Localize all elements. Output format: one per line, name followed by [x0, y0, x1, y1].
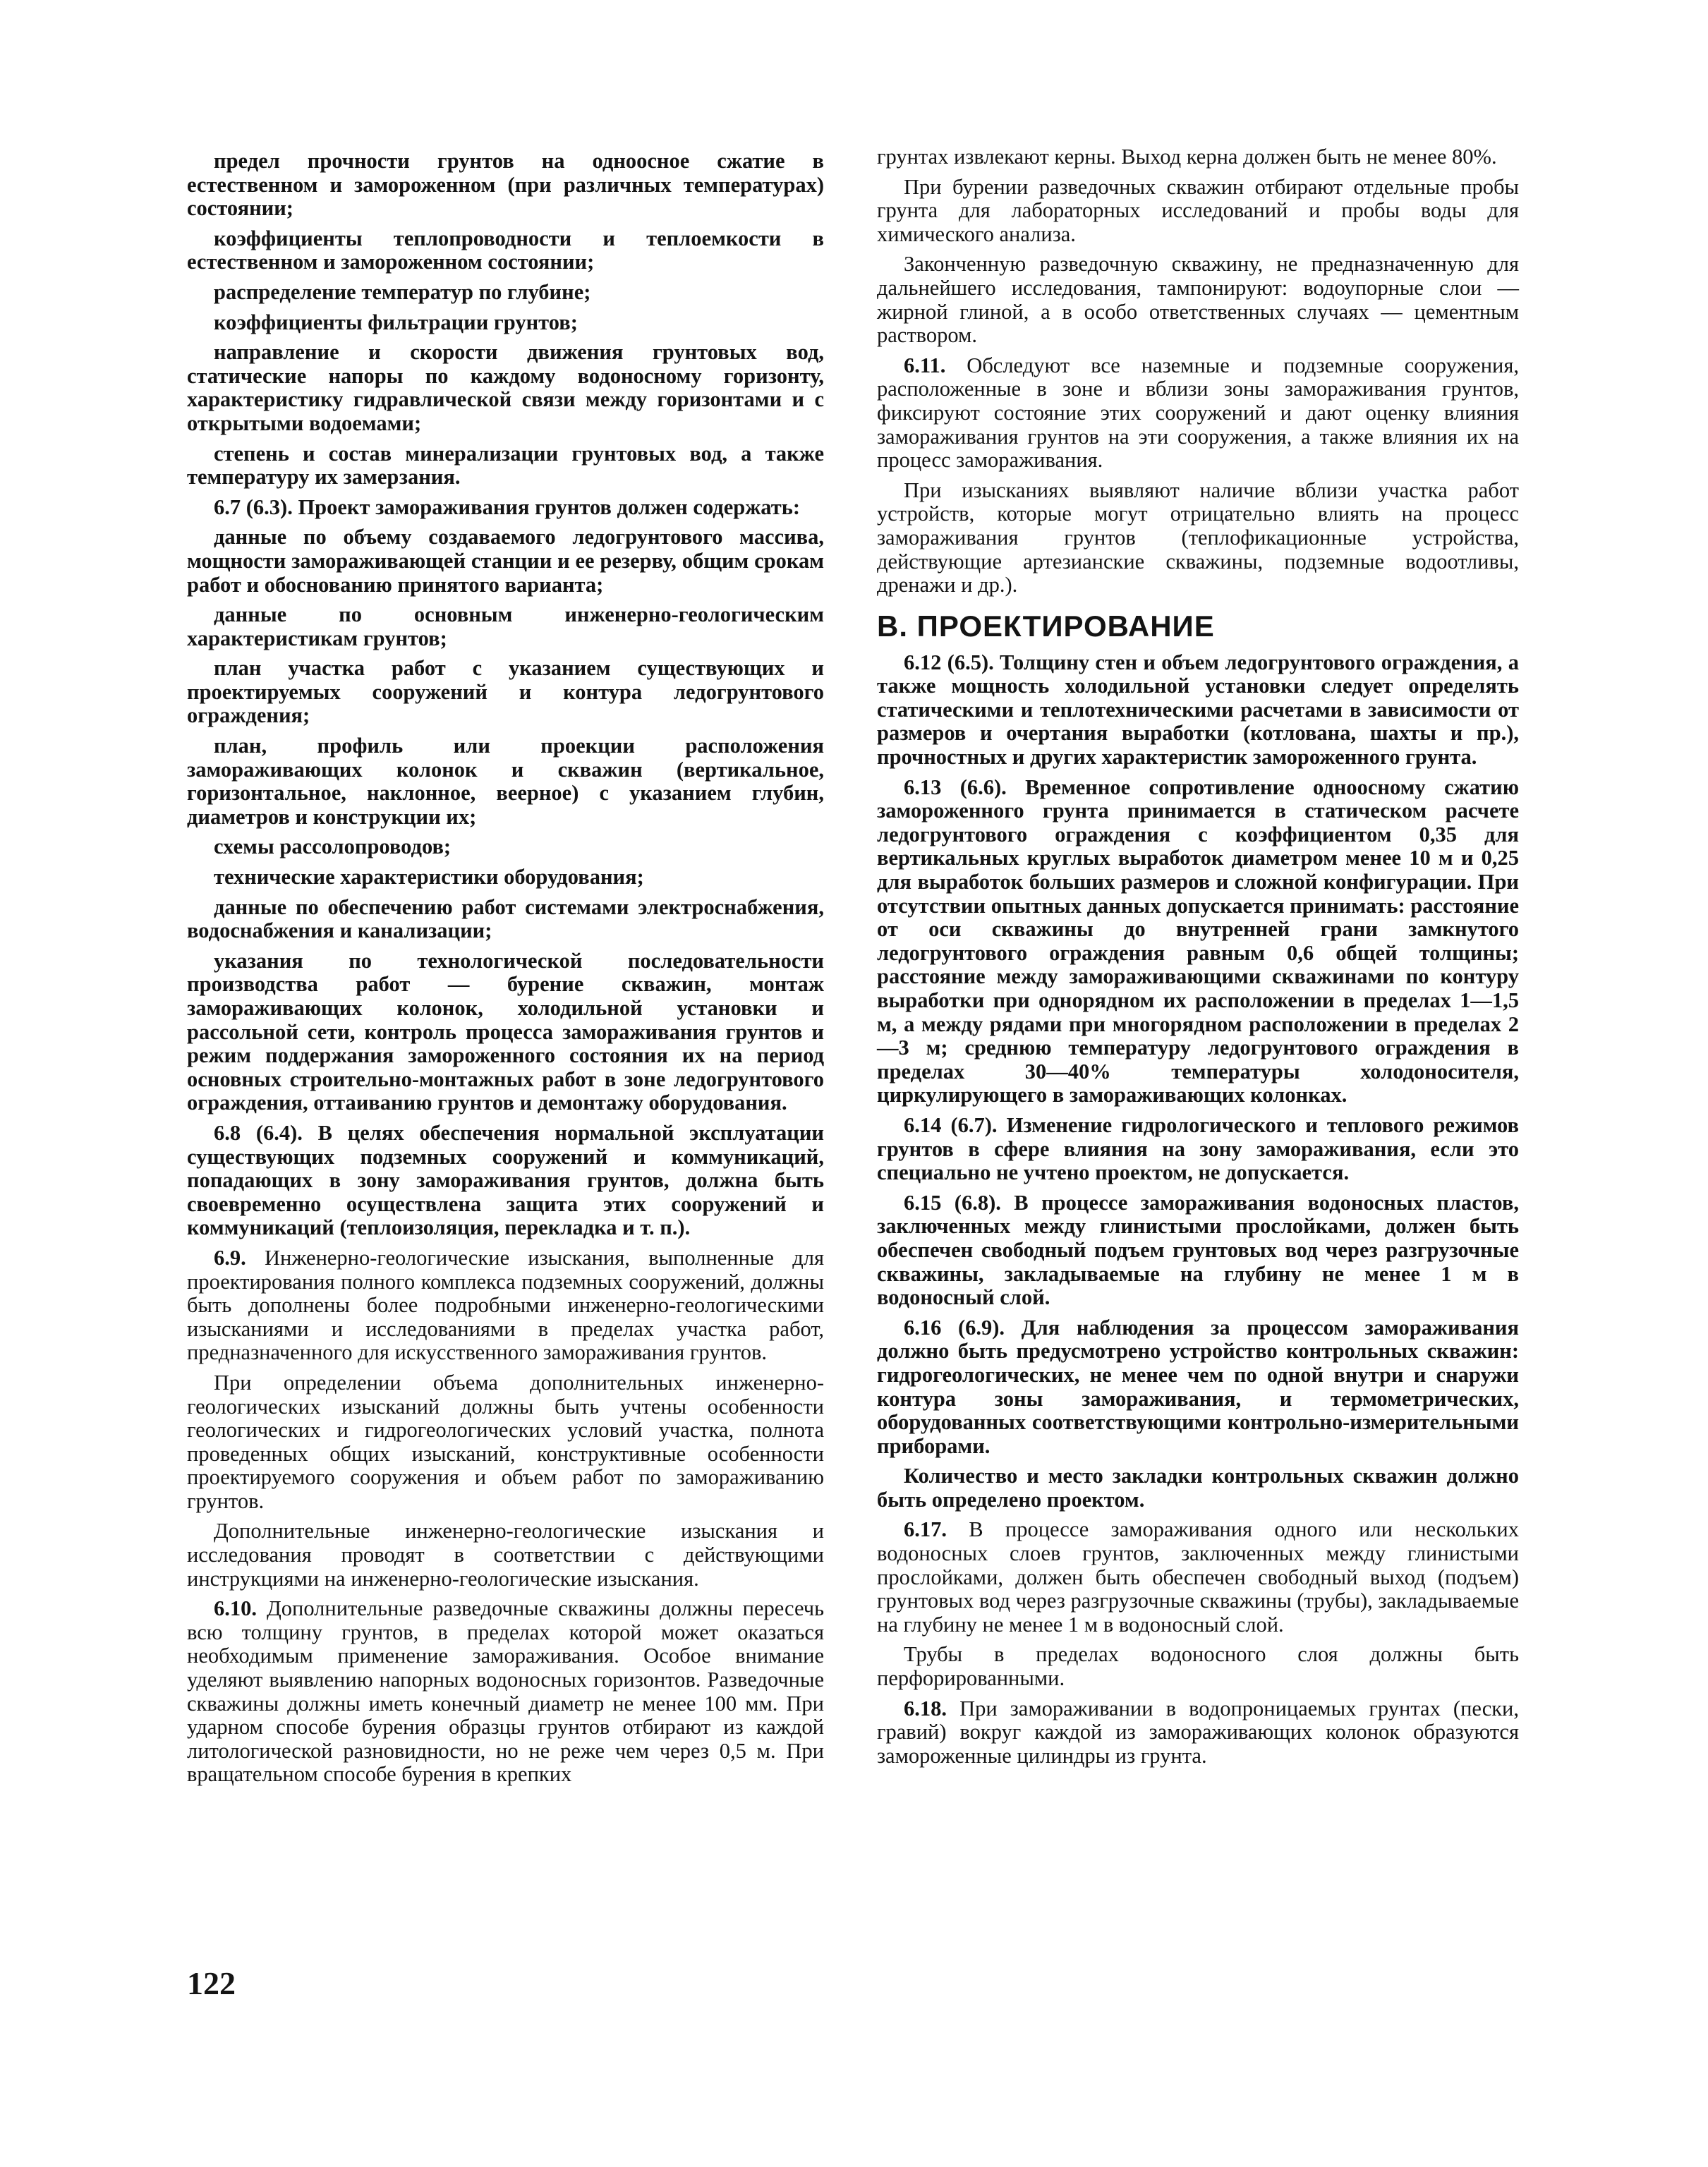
paragraph: [877, 1697, 1519, 1768]
left-column: [187, 150, 824, 1793]
paragraph: грунтах извлекают керны. Выход керна должен быть не менее 80%.: [877, 145, 1497, 169]
paragraph: данные по объему создаваемого ледогрунтового массива, мощности замораживающей станции и ее резерву, общим срокам работ и обоснованию принятого варианта;: [187, 525, 824, 597]
clause-text: Инженерно-геологические изыскания, выполненные для проектирования полного комплекса подземных сооружений, должны быть дополнены более подробными инженерно-геологическими изысканиями и исследованиями в пределах участка работ, предназначенного для искусственного замораживания грунтов.: [187, 1245, 824, 1365]
paragraph: [877, 1518, 1519, 1637]
paragraph: данные по основным инженерно-геологическим характеристикам грунтов;: [187, 602, 824, 650]
section-heading: В. ПРОЕКТИРОВАНИЕ: [877, 609, 1215, 643]
paragraph: данные по обеспечению работ системами электроснабжения, водоснабжения и канализации;: [187, 894, 824, 943]
paragraph: указания по технологической последовательности производства работ — бурение скважин, монтаж замораживающих колонок, холодильной установки и рассольной сети, контроль процесса замораживания грунтов и режим поддержания замороженного состояния их на период основных строительно-монтажных работ в зоне ледогрунтового ограждения, оттаиванию грунтов и демонтажу оборудования.: [187, 948, 824, 1115]
paragraph: 6.14 (6.7). Изменение гидрологического и теплового режимов грунтов в сфере влияния на зону замораживания, если это специально не учтено проектом, не допускается.: [877, 1112, 1519, 1185]
paragraph: план участка работ с указанием существующих и проектируемых сооружений и контура ледогрунтового ограждения;: [187, 656, 824, 728]
paragraph: направление и скорости движения грунтовых вод, статические напоры по каждому водоносному горизонту, характеристику гидравлической связи между горизонтами и с открытыми водоемами;: [187, 340, 824, 435]
paragraph: 6.16 (6.9). Для наблюдения за процессом замораживания должно быть предусмотрено устройство контрольных скважин: гидрогеологических, не менее чем по одной внутри и снаружи контура зоны замораживания, и термометрических, оборудованных соответствующими контрольно-измерительными приборами.: [877, 1315, 1519, 1458]
paragraph: 6.15 (6.8). В процессе замораживания водоносных пластов, заключенных между глинистыми прослойками, должен быть обеспечен свободный подъем грунтовых вод через разгрузочные скважины, закладываемые на глубину не менее 1 м в водоносный слой.: [877, 1190, 1519, 1310]
clause-number: 6.17.: [904, 1517, 947, 1542]
paragraph: [187, 1246, 824, 1365]
page-number: 122: [187, 1965, 236, 2001]
right-column: [877, 145, 1519, 1774]
paragraph: [877, 354, 1519, 473]
paragraph: При бурении разведочных скважин отбирают отдельные пробы грунта для лабораторных исследований и пробы воды для химического анализа.: [877, 174, 1519, 246]
clause-number: 6.18.: [904, 1696, 947, 1720]
paragraph: технические характеристики оборудования;: [214, 865, 644, 890]
paragraph: предел прочности грунтов на одноосное сжатие в естественном и замороженном (при различных температурах) состоянии;: [187, 149, 824, 221]
paragraph: план, профиль или проекции расположения замораживающих колонок и скважин (вертикальное, горизонтальное, наклонное, веерное) с указанием глубин, диаметров и конструкции их;: [187, 734, 824, 829]
paragraph: При определении объема дополнительных инженерно-геологических изысканий должны быть учтены особенности геологических и гидрогеологических условий участка, полнота проведенных общих изысканий, конструктивные особенности проектируемого сооружения и объем работ по замораживанию грунтов.: [187, 1370, 824, 1513]
clause-number: 6.9.: [214, 1245, 246, 1270]
paragraph: При изысканиях выявляют наличие вблизи участка работ устройств, которые могут отрицательно влиять на процесс замораживания грунтов (теплофикационные устройства, действующие артезианские скважины, подземные водоотливы, дренажи и др.).: [877, 478, 1519, 597]
clause-number: 6.10.: [214, 1596, 257, 1621]
paragraph: 6.13 (6.6). Временное сопротивление одноосному сжатию замороженного грунта принимается в статическом расчете ледогрунтового ограждения с коэффициентом 0,35 для вертикальных круглых выработок диаметром менее 10 м и 0,25 для выработок больших размеров и сложной конфигурации. При отсутствии опытных данных допускается принимать: расстояние от оси скважины до внутренней грани замкнутого ледогрунтового ограждения равным 0,6 общей толщины; расстояние между замораживающими скважинами по контуру выработки при однорядном их расположении в пределах 1—1,5 м, а между рядами при многорядном расположении в пределах 2—3 м; среднюю температуру ледогрунтового ограждения в пределах 30—40% температуры холодоносителя, циркулирующего в замораживающих колонках.: [877, 775, 1520, 1107]
paragraph: 6.12 (6.5). Толщину стен и объем ледогрунтового ограждения, а также мощность холодильной установки следует определять статическими и теплотехническими расчетами в зависимости от размеров и очертания выработки (котлована, шахты и пр.), прочностных и других характеристик замороженного грунта.: [877, 650, 1519, 770]
clause-text: При замораживании в водопроницаемых грунтах (пески, гравий) вокруг каждой из замораживающих колонок образуются замороженные цилиндры из грунта.: [877, 1696, 1519, 1768]
paragraph: Законченную разведочную скважину, не предназначенную для дальнейшего исследования, тампонируют: водоупорные слои — жирной глиной, а в особо ответственных случаях — цементным раствором.: [877, 252, 1519, 348]
paragraph: распределение температур по глубине;: [214, 279, 591, 304]
paragraph: Трубы в пределах водоносного слоя должны быть перфорированными.: [877, 1642, 1519, 1691]
paragraph: 6.7 (6.3). Проект замораживания грунтов должен содержать:: [214, 494, 801, 519]
paragraph: степень и состав минерализации грунтовых вод, а также температуру их замерзания.: [187, 441, 824, 490]
paragraph: схемы рассолопроводов;: [214, 834, 452, 859]
clause-text: Обследуют все наземные и подземные сооружения, расположенные в зоне и вблизи зоны замораживания грунтов, фиксируют состояние этих сооружений и дают оценку влияния замораживания грунтов на эти сооружения, а также влияния их на процесс замораживания.: [877, 353, 1519, 473]
clause-number: 6.11.: [904, 353, 946, 377]
paragraph: Дополнительные инженерно-геологические изыскания и исследования проводят в соответствии с действующими инструкциями на инженерно-геологические изыскания.: [187, 1519, 824, 1591]
paragraph: коэффициенты теплопроводности и теплоемкости в естественном и замороженном состоянии;: [187, 226, 824, 274]
paragraph: [187, 1597, 824, 1787]
paragraph: 6.8 (6.4). В целях обеспечения нормальной эксплуатации существующих подземных сооружений и коммуникаций, попадающих в зону замораживания грунтов, должна быть своевременно осуществлена защита этих сооружений и коммуникаций (теплоизоляция, перекладка и т. п.).: [187, 1120, 824, 1240]
paragraph: коэффициенты фильтрации грунтов;: [214, 310, 578, 334]
clause-text: Дополнительные разведочные скважины должны пересечь всю толщину грунтов, в пределах которой может оказаться необходимым применение замораживания. Особое внимание уделяют выявлению напорных водоносных горизонтов. Разведочные скважины должны иметь конечный диаметр не менее 100 мм. При ударном способе бурения образцы грунтов отбирают из каждой литологической разновидности, но не реже чем через 0,5 м. При вращательном способе бурения в крепких: [187, 1596, 824, 1787]
clause-text: В процессе замораживания одного или нескольких водоносных слоев грунтов, заключенных между глинистыми прослойками, должен быть обеспечен свободный выход (подъем) грунтовых вод через разгрузочные скважины (трубы), закладываемые на глубину не менее 1 м в водоносный слой.: [877, 1517, 1519, 1637]
paragraph: Количество и место закладки контрольных скважин должно быть определено проектом.: [877, 1464, 1519, 1512]
